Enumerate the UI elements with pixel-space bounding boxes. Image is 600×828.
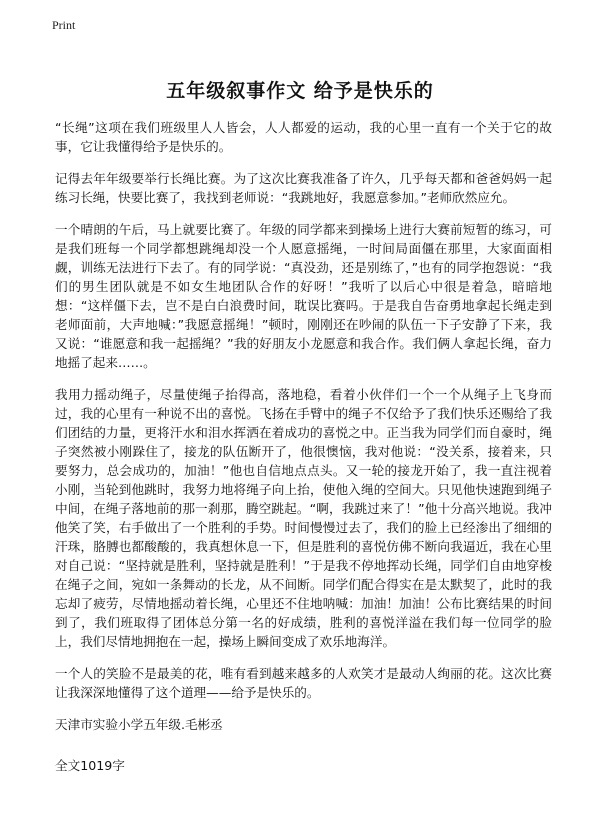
print-link[interactable]: Print <box>52 18 76 32</box>
paragraph-competition: 我用力摇动绳子，尽量使绳子抬得高，落地稳，看着小伙伴们一个一个从绳子上飞身而过，我的心里有一种说不出的喜悦。飞扬在手臂中的绳子不仅给予了我们快乐还赐给了我们团结的力量，更将汗水和泪水挥洒在着成功的喜悦之中。正当我为同学们而自豪时，绳子突然被小刚跺住了，接龙的队伍断开了，他很懊恼，我对他说：“没关系，接着来，只要努力，总会成功的，加油！”他也自信地点点头。又一轮的接龙开始了，我一直注视着小刚，当轮到他跳时，我努力地将绳子向上抬，使他入绳的空间大。只见他快速跑到绳子中间，在绳子落地前的那一刹那，腾空跳起。“啊，我跳过来了！”他十分高兴地说。我冲他笑了笑，右手做出了一个胜利的手势。时间慢慢过去了，我们的脸上已经渗出了细细的汗珠，胳膊也都酸酸的，我真想休息一下，但是胜利的喜悦仿佛不断向我逼近，我在心里对自己说：“坚持就是胜利，坚持就是胜利！”于是我不停地挥动长绳，同学们自由地穿梭在绳子之间，宛如一条舞动的长龙，从不间断。同学们配合得实在是太默契了，此时的我忘却了疲劳，尽情地摇动着长绳，心里还不住地呐喊：加油！加油！公布比赛结果的时间到了，我们班取得了团体总分第一名的好成绩，胜利的喜悦洋溢在我们每一位同学的脸上，我们尽情地拥抱在一起，操场上瞬间变成了欢乐地海洋。 <box>55 387 552 649</box>
paragraph-intro: “长绳”这项在我们班级里人人皆会，人人都爱的运动，我的心里一直有一个关于它的故事，它让我懂得给予是快乐的。 <box>55 120 552 154</box>
author-signature: 天津市实验小学五年级.毛彬丞 <box>55 717 223 732</box>
paragraph-conclusion: 一个人的笑脸不是最美的花，唯有看到越来越多的人欢笑才是最动人绚丽的花。这次比赛让我深深地懂得了这个道理——给予是快乐的。 <box>55 666 552 700</box>
article-body <box>55 118 552 775</box>
paragraph-preparation: 记得去年年级要举行长绳比赛。为了这次比赛我准备了许久，几乎每天都和爸爸妈妈一起练习长绳，快要比赛了，我找到老师说：“我跳地好，我愿意参加。”老师欣然应允。 <box>55 171 552 205</box>
paragraph-practice: 一个晴朗的午后，马上就要比赛了。年级的同学都来到操场上进行大赛前短暂的练习，可是我们班每一个同学都想跳绳却没一个人愿意摇绳，一时间局面僵在那里，大家面面相觑，训练无法进行下去了。有的同学说：“真没劲，还是别练了，”也有的同学抱怨说：“我们的男生团队就是不如女生地团队合作的好呀！”我听了以后心中很是着急，暗暗地想：“这样僵下去，岂不是白白浪费时间，耽误比赛吗。于是我自告奋勇地拿起长绳走到老师面前，大声地喊：”我愿意摇绳！”顿时，刚刚还在吵闹的队伍一下子安静了下来，我又说：“谁愿意和我一起摇绳？”我的好朋友小龙愿意和我合作。我们俩人拿起长绳，奋力地摇了起来……。 <box>55 222 552 370</box>
word-count: 全文1019字 <box>55 758 125 773</box>
page-title: 五年级叙事作文 给予是快乐的 <box>166 80 434 102</box>
